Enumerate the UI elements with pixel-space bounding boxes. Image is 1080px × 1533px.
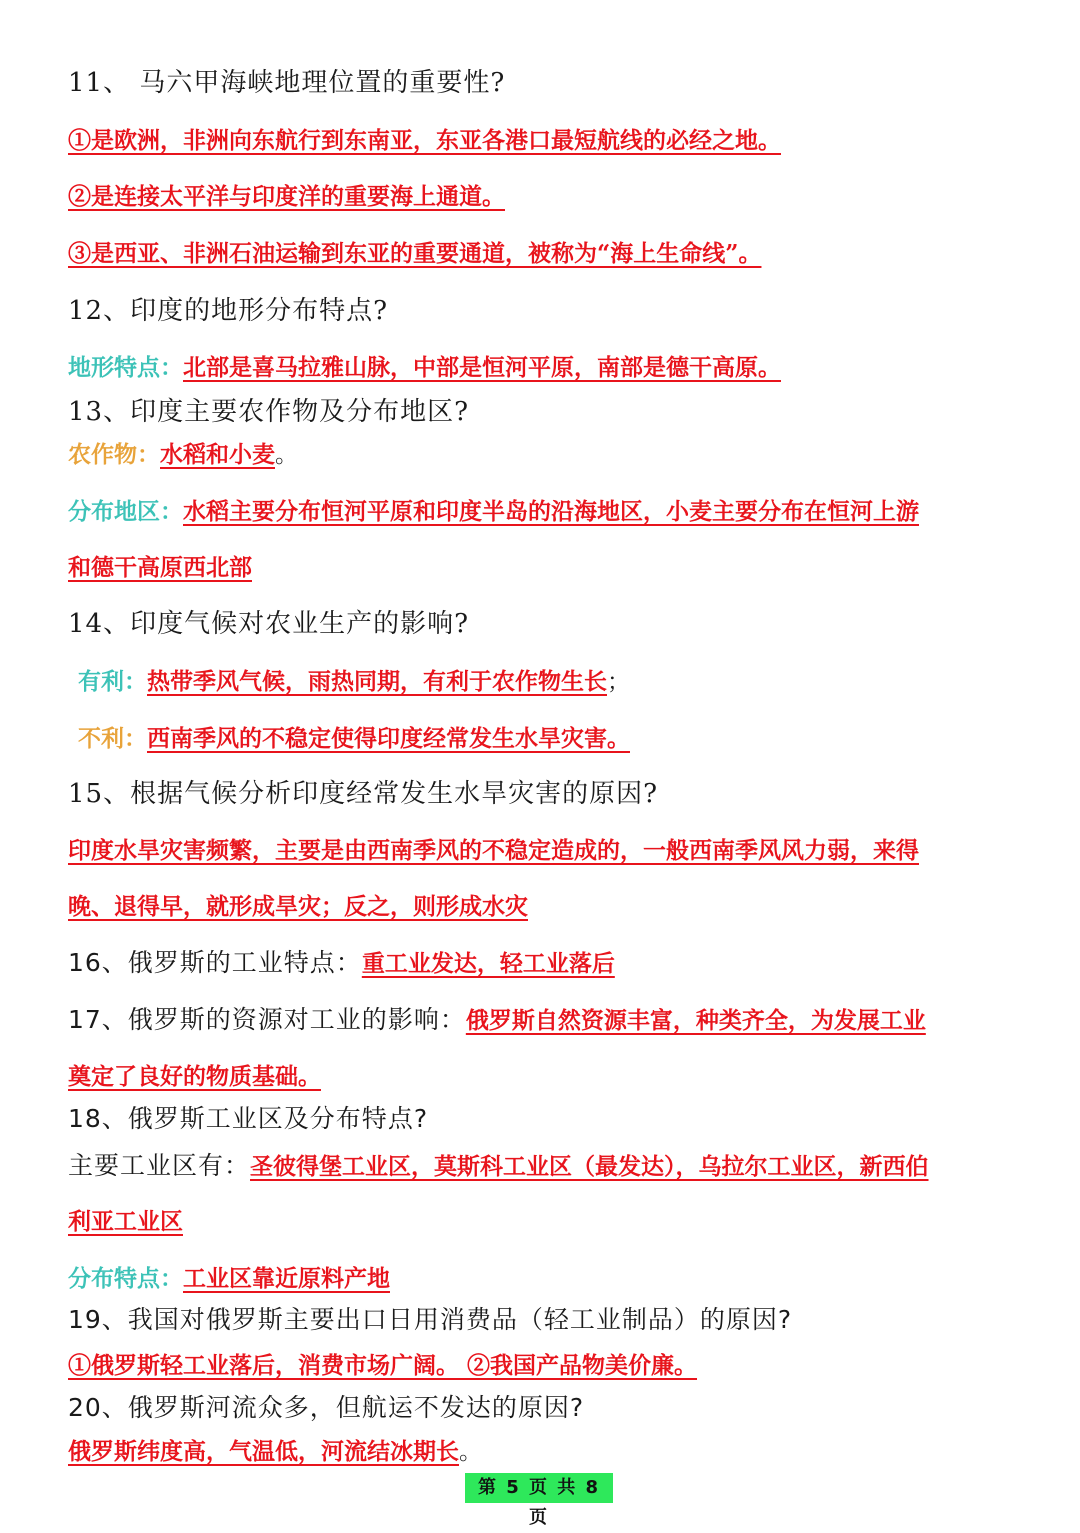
distribution-row <box>68 493 919 526</box>
answer-19: ①俄罗斯轻工业落后，消费市场广阔。 ②我国产品物美价廉。 <box>68 1352 698 1379</box>
distribution-answer-2: 和德干高原西北部 <box>68 554 252 581</box>
question-18: 18、俄罗斯工业区及分布特点? <box>68 1104 429 1133</box>
answer-20-tail: 。 <box>459 1439 482 1465</box>
question-12: 12、印度的地形分布特点? <box>68 296 389 326</box>
crop-answer: 水稻和小麦 <box>160 441 275 468</box>
con-row <box>78 720 630 753</box>
answer-11-1: ①是欧洲，非洲向东航行到东南亚，东亚各港口最短航线的必经之地。 <box>68 127 781 154</box>
question-11: 11、 马六甲海峡地理位置的重要性? <box>68 68 506 98</box>
answer-17-2: 奠定了良好的物质基础。 <box>68 1063 321 1090</box>
answer-11-3: ③是西亚、非洲石油运输到东亚的重要通道，被称为“海上生命线”。 <box>68 240 762 267</box>
terrain-label: 地形特点： <box>68 354 183 381</box>
industry-distribution-row <box>68 1260 390 1293</box>
answer-15-1: 印度水旱灾害频繁，主要是由西南季风的不稳定造成的，一般西南季风风力弱，来得 <box>68 837 919 864</box>
main-industry-answer-1: 圣彼得堡工业区，莫斯科工业区（最发达），乌拉尔工业区，新西伯 <box>250 1153 929 1180</box>
con-label: 不利： <box>78 725 147 752</box>
question-20: 20、俄罗斯河流众多，但航运不发达的原因? <box>68 1393 585 1422</box>
crop-row <box>68 436 298 469</box>
question-16-row <box>68 943 615 979</box>
terrain-answer: 北部是喜马拉雅山脉，中部是恒河平原，南部是德干高原。 <box>183 354 781 381</box>
main-industry-row <box>68 1146 929 1182</box>
pro-answer: 热带季风气候，雨热同期，有利于农作物生长 <box>147 668 607 695</box>
question-19: 19、我国对俄罗斯主要出口日用消费品（轻工业制品）的原因? <box>68 1305 793 1334</box>
main-industry-label: 主要工业区有： <box>68 1151 251 1180</box>
answer-17-1: 俄罗斯自然资源丰富，种类齐全，为发展工业 <box>465 1007 926 1034</box>
question-17-row <box>68 1000 926 1036</box>
question-15: 15、根据气候分析印度经常发生水旱灾害的原因? <box>68 779 659 809</box>
distribution-label: 分布地区： <box>68 498 183 525</box>
question-14: 14、印度气候对农业生产的影响? <box>68 609 470 639</box>
question-17: 17、俄罗斯的资源对工业的影响： <box>68 1005 466 1034</box>
answer-16: 重工业发达，轻工业落后 <box>361 950 615 977</box>
industry-distribution-label: 分布特点： <box>68 1265 183 1292</box>
con-answer: 西南季风的不稳定使得印度经常发生水旱灾害。 <box>147 725 630 752</box>
question-13: 13、印度主要农作物及分布地区? <box>68 397 470 427</box>
main-industry-answer-2: 利亚工业区 <box>68 1208 183 1235</box>
distribution-answer-1: 水稻主要分布恒河平原和印度半岛的沿海地区，小麦主要分布在恒河上游 <box>183 498 919 525</box>
question-16: 16、俄罗斯的工业特点： <box>68 948 362 977</box>
answer-12-row <box>68 349 781 382</box>
industry-distribution-answer: 工业区靠近原料产地 <box>183 1265 390 1292</box>
page-number-badge: 第 5 页 共 8 页 <box>465 1473 613 1503</box>
pro-label: 有利： <box>78 668 147 695</box>
crop-tail: 。 <box>275 442 298 468</box>
answer-20-row <box>68 1433 482 1466</box>
answer-15-2: 晚、退得早，就形成旱灾；反之，则形成水灾 <box>68 893 528 920</box>
answer-11-2: ②是连接太平洋与印度洋的重要海上通道。 <box>68 183 505 210</box>
answer-20: 俄罗斯纬度高，气温低，河流结冰期长 <box>68 1438 459 1465</box>
crop-label: 农作物： <box>68 441 160 468</box>
pro-tail: ； <box>607 669 630 695</box>
pro-row <box>78 663 630 696</box>
